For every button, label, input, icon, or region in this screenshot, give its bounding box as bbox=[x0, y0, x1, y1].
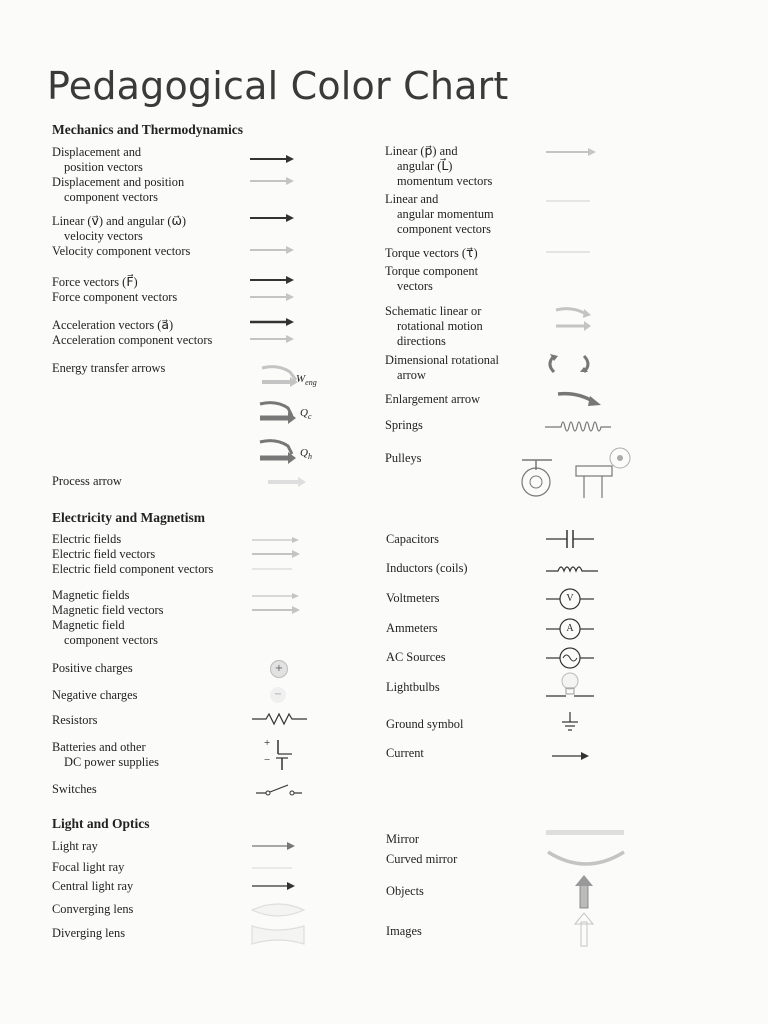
electric-field-arrow-icon bbox=[252, 534, 302, 546]
label-dimensional-rotational bbox=[385, 353, 499, 383]
label-acceleration-vectors: Acceleration vectors (a⃗) bbox=[52, 318, 174, 332]
label-electric-field-vectors: Electric field vectors bbox=[52, 547, 156, 561]
battery-minus-label: − bbox=[264, 754, 271, 766]
label-ground-symbol: Ground symbol bbox=[386, 717, 464, 731]
label-schematic-motion bbox=[385, 304, 483, 349]
label-ammeters: Ammeters bbox=[386, 621, 438, 635]
negative-charge-icon: − bbox=[270, 687, 286, 703]
label-diverging-lens: Diverging lens bbox=[52, 926, 126, 940]
label-momentum-vectors bbox=[385, 144, 492, 189]
section-optics-heading: Light and Optics bbox=[52, 816, 150, 831]
inductor-icon bbox=[546, 561, 600, 577]
central-ray-arrow-icon bbox=[252, 880, 298, 892]
process-arrow-icon bbox=[268, 476, 308, 488]
label-resistors: Resistors bbox=[52, 713, 98, 727]
label-line: velocity vectors bbox=[64, 229, 143, 243]
label-line: Batteries and other bbox=[52, 740, 146, 754]
label-light-ray: Light ray bbox=[52, 839, 98, 853]
label-torque-component bbox=[385, 264, 478, 294]
dimensional-rotational-arrow-icon bbox=[544, 352, 596, 376]
converging-lens-icon bbox=[250, 900, 306, 920]
label-line: arrow bbox=[397, 368, 426, 382]
label-line: Dimensional rotational bbox=[385, 353, 499, 367]
qc-symbol: Q bbox=[300, 407, 308, 419]
section-mechanics-heading: Mechanics and Thermodynamics bbox=[52, 122, 244, 137]
label-force-vectors: Force vectors (F⃗) bbox=[52, 275, 138, 289]
spring-icon bbox=[545, 414, 613, 436]
label-line: component vectors bbox=[64, 633, 158, 647]
page-title: Pedagogical Color Chart bbox=[47, 64, 509, 108]
label-line: position vectors bbox=[64, 160, 143, 174]
label-ac-sources: AC Sources bbox=[386, 650, 446, 664]
force-arrow-icon bbox=[250, 274, 295, 286]
label-torque-vectors: Torque vectors (τ⃗) bbox=[385, 246, 478, 260]
label-velocity-vectors bbox=[52, 214, 186, 244]
label-line: Linear and bbox=[385, 192, 439, 206]
label-current: Current bbox=[386, 746, 424, 760]
label-line: vectors bbox=[397, 279, 433, 293]
displacement-component-arrow-icon bbox=[250, 175, 295, 187]
velocity-arrow-icon bbox=[250, 212, 295, 224]
force-component-arrow-icon bbox=[250, 291, 295, 303]
label-curved-mirror: Curved mirror bbox=[386, 852, 458, 866]
label-line: component vectors bbox=[397, 222, 491, 236]
label-magnetic-field-component bbox=[52, 618, 158, 648]
work-label bbox=[296, 372, 317, 390]
momentum-component-arrow-icon bbox=[546, 196, 598, 206]
label-enlargement-arrow: Enlargement arrow bbox=[385, 392, 481, 406]
magnetic-field-arrow-icon bbox=[252, 590, 302, 602]
label-magnetic-fields: Magnetic fields bbox=[52, 588, 130, 602]
label-process-arrow: Process arrow bbox=[52, 474, 122, 488]
label-central-light-ray: Central light ray bbox=[52, 879, 134, 893]
momentum-arrow-icon bbox=[546, 146, 598, 158]
acceleration-arrow-icon bbox=[250, 316, 295, 328]
label-line: directions bbox=[397, 334, 446, 348]
label-negative-charges: Negative charges bbox=[52, 688, 138, 702]
label-line: Magnetic field bbox=[52, 618, 125, 632]
label-mirror: Mirror bbox=[386, 832, 420, 846]
ground-symbol-icon bbox=[560, 712, 580, 736]
capacitor-icon bbox=[546, 528, 596, 550]
label-converging-lens: Converging lens bbox=[52, 902, 134, 916]
current-arrow-icon bbox=[552, 750, 592, 762]
label-magnetic-field-vectors: Magnetic field vectors bbox=[52, 603, 164, 617]
label-line: component vectors bbox=[64, 190, 158, 204]
diverging-lens-icon bbox=[250, 924, 306, 946]
label-switches: Switches bbox=[52, 782, 97, 796]
torque-arrow-icon bbox=[546, 247, 598, 257]
label-electric-field-component: Electric field component vectors bbox=[52, 562, 214, 576]
label-line: Displacement and position bbox=[52, 175, 185, 189]
label-line: Linear (p⃗) and bbox=[385, 144, 458, 158]
battery-plus-label: + bbox=[264, 737, 271, 749]
schematic-motion-arrows-icon bbox=[554, 304, 592, 334]
qh-symbol: Q bbox=[300, 447, 308, 459]
ammeter-letter: A bbox=[566, 623, 574, 634]
label-line: Displacement and bbox=[52, 145, 142, 159]
light-ray-arrow-icon bbox=[252, 840, 298, 852]
pulleys-icon bbox=[512, 442, 638, 500]
object-arrow-icon bbox=[572, 874, 596, 910]
positive-charge-icon: + bbox=[270, 660, 288, 678]
qc-label bbox=[300, 406, 312, 424]
resistor-icon bbox=[252, 712, 308, 726]
label-line: momentum vectors bbox=[397, 174, 493, 188]
label-line: angular momentum bbox=[397, 207, 494, 221]
section-electricity-heading: Electricity and Magnetism bbox=[52, 510, 205, 525]
qh-subscript: h bbox=[307, 452, 312, 462]
velocity-component-arrow-icon bbox=[250, 244, 295, 256]
label-images: Images bbox=[386, 924, 422, 938]
label-capacitors: Capacitors bbox=[386, 532, 439, 546]
label-line: angular (L⃗) bbox=[397, 159, 453, 173]
label-electric-fields: Electric fields bbox=[52, 532, 122, 546]
energy-transfer-work-icon bbox=[260, 362, 300, 392]
voltmeter-letter: V bbox=[566, 593, 574, 604]
label-positive-charges: Positive charges bbox=[52, 661, 133, 675]
label-springs: Springs bbox=[385, 418, 423, 432]
label-lightbulbs: Lightbulbs bbox=[386, 680, 440, 694]
lightbulb-icon bbox=[546, 670, 596, 702]
label-acceleration-component: Acceleration component vectors bbox=[52, 333, 213, 347]
work-subscript: eng bbox=[305, 378, 317, 388]
label-energy-transfer: Energy transfer arrows bbox=[52, 361, 166, 375]
label-objects: Objects bbox=[386, 884, 424, 898]
label-displacement-vectors bbox=[52, 145, 143, 175]
label-batteries bbox=[52, 740, 159, 770]
label-line: Linear (v⃗) and angular (ω⃗) bbox=[52, 214, 186, 228]
label-velocity-component: Velocity component vectors bbox=[52, 244, 191, 258]
energy-transfer-qh-icon bbox=[258, 438, 298, 468]
label-line: Torque component bbox=[385, 264, 479, 278]
enlargement-arrow-icon bbox=[556, 390, 604, 410]
image-arrow-icon bbox=[572, 912, 596, 948]
label-inductors: Inductors (coils) bbox=[386, 561, 468, 575]
electric-field-component-arrow-icon bbox=[252, 563, 302, 575]
work-symbol: W bbox=[296, 373, 306, 385]
focal-ray-arrow-icon bbox=[252, 862, 298, 874]
acceleration-component-arrow-icon bbox=[250, 333, 295, 345]
label-pulleys: Pulleys bbox=[385, 451, 422, 465]
label-voltmeters: Voltmeters bbox=[386, 591, 440, 605]
switch-icon bbox=[256, 782, 304, 798]
mirror-icon bbox=[546, 828, 626, 838]
label-focal-light-ray: Focal light ray bbox=[52, 860, 125, 874]
ac-source-icon bbox=[546, 647, 596, 669]
magnetic-field-vector-arrow-icon bbox=[252, 604, 302, 616]
qh-label bbox=[300, 446, 312, 464]
label-line: rotational motion bbox=[397, 319, 483, 333]
label-line: DC power supplies bbox=[64, 755, 159, 769]
label-line: Schematic linear or bbox=[385, 304, 482, 318]
label-force-component: Force component vectors bbox=[52, 290, 178, 304]
displacement-arrow-icon bbox=[250, 153, 295, 165]
label-momentum-component bbox=[385, 192, 494, 237]
energy-transfer-qc-icon bbox=[258, 400, 298, 430]
electric-field-vector-arrow-icon bbox=[252, 548, 302, 560]
qc-subscript: c bbox=[307, 412, 312, 422]
curved-mirror-icon bbox=[546, 848, 626, 872]
label-displacement-component bbox=[52, 175, 184, 205]
